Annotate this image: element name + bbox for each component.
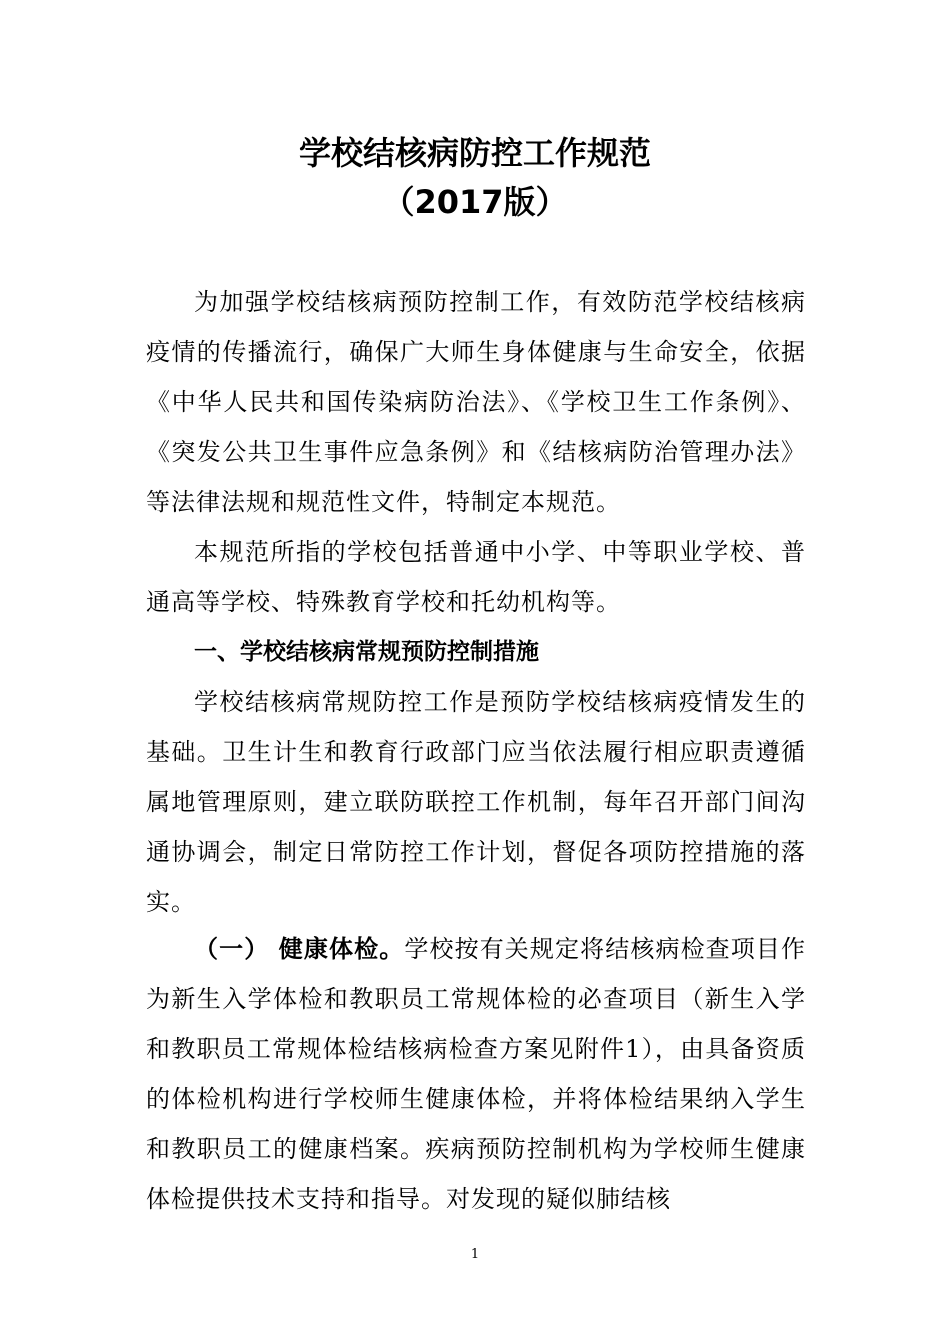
health-check-paragraph bbox=[146, 924, 806, 1224]
section-body-paragraph: 学校结核病常规防控工作是预防学校结核病疫情发生的基础。卫生计生和教育行政部门应当依法履行相应职责遵循属地管理原则，建立联防联控工作机制，每年召开部门间沟通协调会，制定日常防控工作计划，督促各项防控措施的落实。 bbox=[146, 688, 806, 916]
item-lead: （一） 健康体检。 bbox=[194, 935, 405, 963]
intro-paragraph: 为加强学校结核病预防控制工作，有效防范学校结核病疫情的传播流行，确保广大师生身体健康与生命安全，依据《中华人民共和国传染病防治法》、《学校卫生工作条例》、《突发公共卫生事件应急条例》和《结核病防治管理办法》等法律法规和规范性文件，特制定本规范。 bbox=[146, 288, 806, 516]
scope-paragraph: 本规范所指的学校包括普通中小学、中等职业学校、普通高等学校、特殊教育学校和托幼机构等。 bbox=[146, 538, 806, 616]
page-number: 1 bbox=[470, 1247, 480, 1262]
document-title: 学校结核病防控工作规范 bbox=[298, 134, 651, 172]
item-body: 学校按有关规定将结核病检查项目作为新生入学体检和教职员工常规体检的必查项目（新生入学和教职员工常规体检结核病检查方案见附件1），由具备资质的体检机构进行学校师生健康体检，并将体检结果纳入学生和教职员工的健康档案。疾病预防控制机构为学校师生健康体检提供技术支持和指导。对发现的疑似肺结核 bbox=[146, 935, 807, 1213]
document-subtitle: （2017版） bbox=[382, 183, 568, 221]
section-heading: 一、学校结核病常规预防控制措施 bbox=[194, 639, 539, 665]
